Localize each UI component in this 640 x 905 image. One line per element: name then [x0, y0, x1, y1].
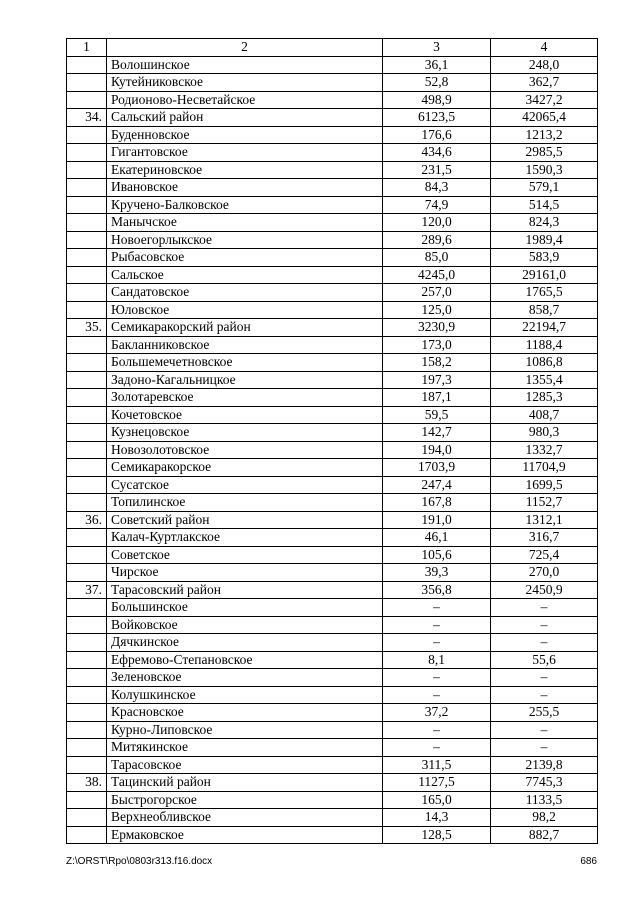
- value-col3-cell: –: [383, 721, 491, 739]
- name-cell: Юловское: [107, 301, 383, 319]
- value-col3-cell: 1703,9: [383, 459, 491, 477]
- table-row: [67, 459, 598, 477]
- table-row: [67, 546, 598, 564]
- table-row: [67, 756, 598, 774]
- table-row: [67, 686, 598, 704]
- table-row: [67, 336, 598, 354]
- table-row: [67, 739, 598, 757]
- name-cell: Рыбасовское: [107, 249, 383, 267]
- value-col4-cell: 824,3: [491, 214, 598, 232]
- value-col4-cell: 1699,5: [491, 476, 598, 494]
- value-col4-cell: 1285,3: [491, 389, 598, 407]
- row-number-cell: [67, 634, 107, 652]
- table-row: [67, 196, 598, 214]
- name-cell: Дячкинское: [107, 634, 383, 652]
- value-col4-cell: 1133,5: [491, 791, 598, 809]
- name-cell: Тарасовский район: [107, 581, 383, 599]
- value-col4-cell: 1213,2: [491, 126, 598, 144]
- table-row: [67, 826, 598, 844]
- table-row: [67, 56, 598, 74]
- value-col3-cell: 356,8: [383, 581, 491, 599]
- row-number-cell: [67, 406, 107, 424]
- name-cell: Топилинское: [107, 494, 383, 512]
- value-col3-cell: 105,6: [383, 546, 491, 564]
- value-col3-cell: 3230,9: [383, 319, 491, 337]
- value-col3-cell: 173,0: [383, 336, 491, 354]
- value-col3-cell: 37,2: [383, 704, 491, 722]
- value-col3-cell: 231,5: [383, 161, 491, 179]
- name-cell: Советский район: [107, 511, 383, 529]
- row-number-cell: [67, 721, 107, 739]
- name-cell: Сандатовское: [107, 284, 383, 302]
- name-cell: Красновское: [107, 704, 383, 722]
- value-col4-cell: 255,5: [491, 704, 598, 722]
- value-col4-cell: 1332,7: [491, 441, 598, 459]
- table-row: [67, 319, 598, 337]
- row-number-cell: [67, 476, 107, 494]
- value-col4-cell: 408,7: [491, 406, 598, 424]
- header-row: [67, 39, 598, 57]
- name-cell: Сальское: [107, 266, 383, 284]
- value-col3-cell: 191,0: [383, 511, 491, 529]
- row-number-cell: [67, 126, 107, 144]
- value-col3-cell: 187,1: [383, 389, 491, 407]
- row-number-cell: [67, 441, 107, 459]
- value-col4-cell: 980,3: [491, 424, 598, 442]
- table-row: [67, 109, 598, 127]
- row-number-cell: [67, 161, 107, 179]
- row-number-cell: [67, 74, 107, 92]
- row-number-cell: [67, 284, 107, 302]
- name-cell: Кочетовское: [107, 406, 383, 424]
- value-col3-cell: 158,2: [383, 354, 491, 372]
- name-cell: Екатериновское: [107, 161, 383, 179]
- value-col3-cell: 59,5: [383, 406, 491, 424]
- table-row: [67, 791, 598, 809]
- value-col3-cell: 36,1: [383, 56, 491, 74]
- table-row: [67, 774, 598, 792]
- value-col4-cell: –: [491, 739, 598, 757]
- table-row: [67, 179, 598, 197]
- value-col4-cell: –: [491, 669, 598, 687]
- value-col3-cell: 247,4: [383, 476, 491, 494]
- row-number-cell: [67, 651, 107, 669]
- value-col4-cell: 579,1: [491, 179, 598, 197]
- value-col3-cell: –: [383, 739, 491, 757]
- name-cell: Гигантовское: [107, 144, 383, 162]
- name-cell: Сусатское: [107, 476, 383, 494]
- value-col4-cell: 316,7: [491, 529, 598, 547]
- table-row: [67, 599, 598, 617]
- row-number-cell: [67, 599, 107, 617]
- name-cell: Ефремово-Степановское: [107, 651, 383, 669]
- name-cell: Новозолотовское: [107, 441, 383, 459]
- data-table-container: [66, 38, 597, 844]
- value-col3-cell: –: [383, 686, 491, 704]
- name-cell: Сальский район: [107, 109, 383, 127]
- table-row: [67, 476, 598, 494]
- row-number-cell: [67, 529, 107, 547]
- value-col3-cell: 1127,5: [383, 774, 491, 792]
- table-row: [67, 669, 598, 687]
- row-number-cell: [67, 616, 107, 634]
- name-cell: Бакланниковское: [107, 336, 383, 354]
- name-cell: Семикаракорский район: [107, 319, 383, 337]
- value-col3-cell: 498,9: [383, 91, 491, 109]
- name-cell: Родионово-Несветайское: [107, 91, 383, 109]
- value-col4-cell: –: [491, 599, 598, 617]
- name-cell: Быстрогорское: [107, 791, 383, 809]
- value-col4-cell: 1355,4: [491, 371, 598, 389]
- header-cell-1: 1: [67, 39, 107, 57]
- table-row: [67, 371, 598, 389]
- name-cell: Золотаревское: [107, 389, 383, 407]
- table-row: [67, 581, 598, 599]
- table-row: [67, 651, 598, 669]
- name-cell: Советское: [107, 546, 383, 564]
- name-cell: Задоно-Кагальницкое: [107, 371, 383, 389]
- row-number-cell: [67, 336, 107, 354]
- row-number-cell: [67, 669, 107, 687]
- name-cell: Семикаракорское: [107, 459, 383, 477]
- table-row: [67, 634, 598, 652]
- table-row: [67, 494, 598, 512]
- value-col4-cell: 882,7: [491, 826, 598, 844]
- value-col3-cell: 434,6: [383, 144, 491, 162]
- value-col4-cell: 1312,1: [491, 511, 598, 529]
- value-col3-cell: 289,6: [383, 231, 491, 249]
- value-col4-cell: 2985,5: [491, 144, 598, 162]
- value-col3-cell: 128,5: [383, 826, 491, 844]
- name-cell: Кузнецовское: [107, 424, 383, 442]
- value-col4-cell: 55,6: [491, 651, 598, 669]
- value-col4-cell: 362,7: [491, 74, 598, 92]
- name-cell: Манычское: [107, 214, 383, 232]
- table-row: [67, 424, 598, 442]
- row-number-cell: [67, 564, 107, 582]
- value-col4-cell: 3427,2: [491, 91, 598, 109]
- value-col4-cell: 1765,5: [491, 284, 598, 302]
- name-cell: Митякинское: [107, 739, 383, 757]
- value-col4-cell: –: [491, 686, 598, 704]
- value-col4-cell: 29161,0: [491, 266, 598, 284]
- value-col4-cell: 22194,7: [491, 319, 598, 337]
- table-row: [67, 441, 598, 459]
- table-row: [67, 214, 598, 232]
- name-cell: Тарасовское: [107, 756, 383, 774]
- row-number-cell: [67, 91, 107, 109]
- row-number-cell: 37.: [67, 581, 107, 599]
- name-cell: Буденновское: [107, 126, 383, 144]
- value-col3-cell: 8,1: [383, 651, 491, 669]
- name-cell: Чирское: [107, 564, 383, 582]
- row-number-cell: [67, 214, 107, 232]
- table-row: [67, 126, 598, 144]
- header-cell-3: 3: [383, 39, 491, 57]
- table-row: [67, 249, 598, 267]
- table-row: [67, 91, 598, 109]
- page-number: 686: [580, 856, 597, 867]
- value-col4-cell: 2450,9: [491, 581, 598, 599]
- value-col4-cell: 7745,3: [491, 774, 598, 792]
- table-row: [67, 721, 598, 739]
- value-col3-cell: 142,7: [383, 424, 491, 442]
- row-number-cell: 36.: [67, 511, 107, 529]
- value-col4-cell: –: [491, 616, 598, 634]
- value-col4-cell: 1989,4: [491, 231, 598, 249]
- value-col3-cell: 197,3: [383, 371, 491, 389]
- table-row: [67, 809, 598, 827]
- name-cell: Волошинское: [107, 56, 383, 74]
- row-number-cell: [67, 704, 107, 722]
- value-col4-cell: –: [491, 721, 598, 739]
- name-cell: Большинское: [107, 599, 383, 617]
- table-row: [67, 354, 598, 372]
- value-col3-cell: 257,0: [383, 284, 491, 302]
- table-row: [67, 144, 598, 162]
- row-number-cell: 34.: [67, 109, 107, 127]
- row-number-cell: [67, 301, 107, 319]
- row-number-cell: [67, 266, 107, 284]
- name-cell: Ивановское: [107, 179, 383, 197]
- row-number-cell: 38.: [67, 774, 107, 792]
- row-number-cell: [67, 249, 107, 267]
- value-col3-cell: 4245,0: [383, 266, 491, 284]
- value-col4-cell: 98,2: [491, 809, 598, 827]
- row-number-cell: [67, 231, 107, 249]
- value-col3-cell: 52,8: [383, 74, 491, 92]
- value-col4-cell: 11704,9: [491, 459, 598, 477]
- data-table: [66, 38, 598, 844]
- row-number-cell: [67, 791, 107, 809]
- table-row: [67, 389, 598, 407]
- row-number-cell: [67, 809, 107, 827]
- row-number-cell: [67, 686, 107, 704]
- value-col4-cell: –: [491, 634, 598, 652]
- row-number-cell: [67, 144, 107, 162]
- row-number-cell: [67, 179, 107, 197]
- value-col3-cell: 46,1: [383, 529, 491, 547]
- value-col4-cell: 42065,4: [491, 109, 598, 127]
- row-number-cell: [67, 56, 107, 74]
- file-path: Z:\ORST\Rpo\0803r313.f16.docx: [66, 856, 213, 867]
- name-cell: Колушкинское: [107, 686, 383, 704]
- value-col3-cell: 125,0: [383, 301, 491, 319]
- name-cell: Кручено-Балковское: [107, 196, 383, 214]
- value-col3-cell: 194,0: [383, 441, 491, 459]
- value-col3-cell: 176,6: [383, 126, 491, 144]
- value-col4-cell: 1152,7: [491, 494, 598, 512]
- row-number-cell: [67, 354, 107, 372]
- table-row: [67, 74, 598, 92]
- value-col4-cell: 1188,4: [491, 336, 598, 354]
- table-row: [67, 511, 598, 529]
- value-col3-cell: 311,5: [383, 756, 491, 774]
- table-row: [67, 616, 598, 634]
- name-cell: Войковское: [107, 616, 383, 634]
- table-row: [67, 301, 598, 319]
- name-cell: Большемечетновское: [107, 354, 383, 372]
- row-number-cell: [67, 424, 107, 442]
- value-col3-cell: –: [383, 616, 491, 634]
- value-col3-cell: 39,3: [383, 564, 491, 582]
- table-row: [67, 564, 598, 582]
- row-number-cell: [67, 371, 107, 389]
- value-col4-cell: 858,7: [491, 301, 598, 319]
- table-row: [67, 284, 598, 302]
- table-row: [67, 231, 598, 249]
- table-row: [67, 161, 598, 179]
- value-col3-cell: –: [383, 634, 491, 652]
- name-cell: Ермаковское: [107, 826, 383, 844]
- name-cell: Верхнеобливское: [107, 809, 383, 827]
- value-col3-cell: 167,8: [383, 494, 491, 512]
- value-col3-cell: 14,3: [383, 809, 491, 827]
- table-row: [67, 704, 598, 722]
- row-number-cell: [67, 494, 107, 512]
- value-col3-cell: –: [383, 599, 491, 617]
- row-number-cell: [67, 739, 107, 757]
- value-col4-cell: 514,5: [491, 196, 598, 214]
- value-col3-cell: 120,0: [383, 214, 491, 232]
- table-row: [67, 529, 598, 547]
- value-col3-cell: 6123,5: [383, 109, 491, 127]
- table-row: [67, 406, 598, 424]
- table-row: [67, 266, 598, 284]
- row-number-cell: [67, 826, 107, 844]
- name-cell: Тацинский район: [107, 774, 383, 792]
- name-cell: Зеленовское: [107, 669, 383, 687]
- value-col4-cell: 725,4: [491, 546, 598, 564]
- name-cell: Новоегорлыкское: [107, 231, 383, 249]
- value-col3-cell: 74,9: [383, 196, 491, 214]
- header-cell-2: 2: [107, 39, 383, 57]
- name-cell: Курно-Липовское: [107, 721, 383, 739]
- value-col4-cell: 1086,8: [491, 354, 598, 372]
- row-number-cell: [67, 546, 107, 564]
- row-number-cell: [67, 389, 107, 407]
- row-number-cell: [67, 459, 107, 477]
- name-cell: Кутейниковское: [107, 74, 383, 92]
- value-col4-cell: 2139,8: [491, 756, 598, 774]
- value-col4-cell: 248,0: [491, 56, 598, 74]
- header-cell-4: 4: [491, 39, 598, 57]
- row-number-cell: [67, 196, 107, 214]
- value-col4-cell: 583,9: [491, 249, 598, 267]
- name-cell: Калач-Куртлакское: [107, 529, 383, 547]
- value-col3-cell: –: [383, 669, 491, 687]
- value-col4-cell: 270,0: [491, 564, 598, 582]
- value-col3-cell: 85,0: [383, 249, 491, 267]
- value-col4-cell: 1590,3: [491, 161, 598, 179]
- row-number-cell: [67, 756, 107, 774]
- value-col3-cell: 84,3: [383, 179, 491, 197]
- value-col3-cell: 165,0: [383, 791, 491, 809]
- row-number-cell: 35.: [67, 319, 107, 337]
